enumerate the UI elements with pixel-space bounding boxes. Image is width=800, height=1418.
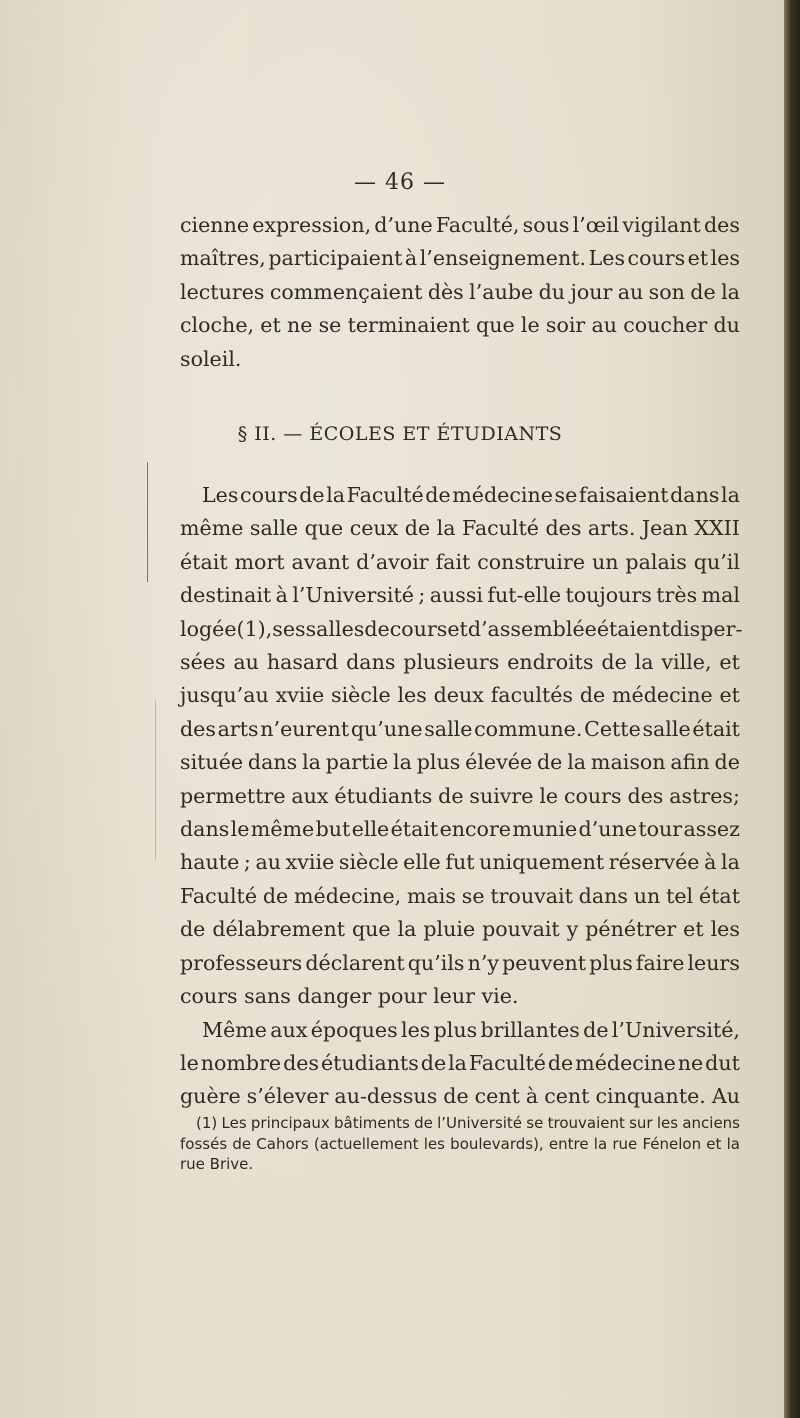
text-line: destinait à l’Université ; aussi fut-elle toujours très mal [180, 583, 740, 608]
footnote [180, 1113, 740, 1175]
text-line: Faculté de médecine, mais se trouvait dans un tel état [180, 883, 740, 908]
text-line: dans le même but elle était encore munie d’une tour assez [180, 817, 740, 842]
text-line: était mort avant d’avoir fait construire un palais qu’il [180, 549, 740, 574]
text-line: Les cours de la Faculté de médecine se faisaient dans la [202, 483, 740, 507]
text-line: haute ; au xviie siècle elle fut uniquement réservée à la [180, 850, 740, 875]
text-line: cienne expression, d’une Faculté, sous l’œil vigilant des [180, 213, 740, 237]
text-line: le nombre des étudiants de la Faculté de médecine ne dut [180, 1050, 740, 1075]
text-line: maîtres, participaient à l’enseignement. Les cours et les [180, 246, 740, 271]
text-line: Même aux époques les plus brillantes de l’Université, [202, 1017, 740, 1042]
paragraph-1 [180, 209, 740, 376]
margin-faint-mark [155, 700, 156, 860]
margin-pencil-mark [147, 462, 148, 582]
footnote-line: rue Brive. [180, 1155, 254, 1174]
text-line: jusqu’au xviie siècle les deux facultés de médecine et [180, 683, 740, 708]
text-line: des arts n’eurent qu’une salle commune. Cette salle était [180, 716, 740, 741]
paragraph-2 [180, 479, 743, 1114]
text-line: de délabrement que la pluie pouvait y pénétrer et les [180, 917, 740, 942]
text-line: cloche, et ne se terminaient que le soir au coucher du [180, 313, 740, 338]
text-line: située dans la partie la plus élevée de la maison afin de [180, 750, 740, 775]
text-line: sées au hasard dans plusieurs endroits de la ville, et [180, 650, 740, 675]
text-line: professeurs déclarent qu’ils n’y peuvent plus faire leurs [180, 950, 740, 975]
text-line: cours sans danger pour leur vie. [180, 984, 519, 1009]
text-line: permettre aux étudiants de suivre le cours des astres; [180, 783, 740, 808]
text-line: guère s’élever au-dessus de cent à cent cinquante. Au [180, 1084, 740, 1109]
text-line: logée (1), ses salles de cours et d’assemblée étaient disper- [180, 616, 743, 641]
section-heading: § II. — ÉCOLES ET ÉTUDIANTS [237, 423, 563, 445]
text-line: lectures commençaient dès l’aube du jour au son de la [180, 279, 740, 304]
footnote-line: fossés de Cahors (actuellement les boulevards), entre la rue Fénelon et la [180, 1134, 740, 1153]
page-number: — 46 — [354, 170, 446, 195]
text-line: même salle que ceux de la Faculté des arts. Jean XXII [180, 516, 740, 541]
footnote-line: (1) Les principaux bâtiments de l’Université se trouvaient sur les anciens [196, 1114, 740, 1132]
text-line: soleil. [180, 346, 242, 371]
book-spine-edge [784, 0, 800, 1418]
